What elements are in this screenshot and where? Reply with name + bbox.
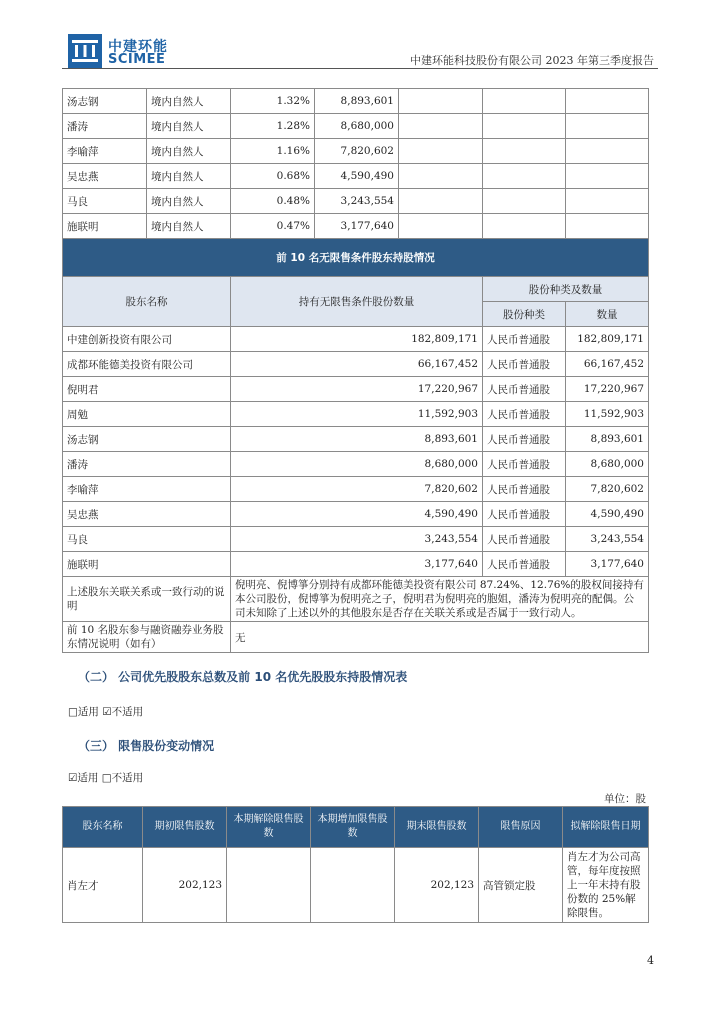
unrestricted-holder-shares: 66,167,452 [231, 352, 483, 377]
empty-cell [566, 189, 649, 214]
table-row [63, 139, 649, 164]
restricted-col-header: 限售原因 [479, 807, 563, 848]
holder-nature: 境内自然人 [147, 189, 231, 214]
table-row [63, 402, 649, 427]
share-type: 人民币普通股 [483, 402, 566, 427]
share-qty: 4,590,490 [566, 502, 649, 527]
holder-name: 吴忠燕 [63, 164, 147, 189]
unrestricted-holder-name: 潘涛 [63, 452, 231, 477]
table-row [63, 352, 649, 377]
unrestricted-holder-shares: 7,820,602 [231, 477, 483, 502]
col-header-name: 股东名称 [63, 277, 231, 327]
unrestricted-holder-shares: 182,809,171 [231, 327, 483, 352]
empty-cell [483, 189, 566, 214]
empty-cell [566, 89, 649, 114]
restricted-col-header: 期初限售股数 [143, 807, 227, 848]
unrestricted-section-title: 前 10 名无限售条件股东持股情况 [63, 239, 649, 277]
table-row [63, 114, 649, 139]
share-type: 人民币普通股 [483, 477, 566, 502]
unrestricted-holder-name: 倪明君 [63, 377, 231, 402]
empty-cell [566, 139, 649, 164]
holder-shares: 8,680,000 [315, 114, 399, 139]
unrestricted-holder-shares: 3,177,640 [231, 552, 483, 577]
share-type: 人民币普通股 [483, 377, 566, 402]
col-header-qty: 数量 [566, 302, 649, 327]
holder-name: 施联明 [63, 214, 147, 239]
table-row [63, 477, 649, 502]
unit-label: 单位：股 [604, 793, 646, 805]
holder-nature: 境内自然人 [147, 89, 231, 114]
holder-nature: 境内自然人 [147, 214, 231, 239]
share-qty: 11,592,903 [566, 402, 649, 427]
restricted-reason: 高管锁定股 [479, 848, 563, 923]
section3-title: （三） 限售股份变动情况 [78, 739, 215, 753]
report-title: 中建环能科技股份有限公司 2023 年第三季度报告 [410, 54, 654, 67]
holder-shares: 3,177,640 [315, 214, 399, 239]
share-type: 人民币普通股 [483, 427, 566, 452]
table-row [63, 377, 649, 402]
relation-label: 上述股东关联关系或一致行动的说明 [63, 577, 231, 622]
share-type: 人民币普通股 [483, 502, 566, 527]
empty-cell [566, 214, 649, 239]
holder-nature: 境内自然人 [147, 139, 231, 164]
col-header-type-group: 股份种类及数量 [483, 277, 649, 302]
empty-cell [399, 164, 483, 189]
company-logo [68, 34, 178, 68]
logo-text-en: SCIMEE [108, 52, 166, 67]
table-row [63, 452, 649, 477]
unrestricted-holder-name: 周勉 [63, 402, 231, 427]
empty-cell [399, 139, 483, 164]
holder-ratio: 0.47% [231, 214, 315, 239]
unrestricted-holder-name: 成都环能德美投资有限公司 [63, 352, 231, 377]
table-row [63, 164, 649, 189]
holder-nature: 境内自然人 [147, 164, 231, 189]
restricted-col-header: 拟解除限售日期 [563, 807, 649, 848]
section2-title: （二） 公司优先股股东总数及前 10 名优先股股东持股情况表 [78, 670, 408, 684]
holder-ratio: 1.28% [231, 114, 315, 139]
holder-name: 李喻萍 [63, 139, 147, 164]
col-header-type: 股份种类 [483, 302, 566, 327]
holder-nature: 境内自然人 [147, 114, 231, 139]
unrestricted-holder-name: 马良 [63, 527, 231, 552]
empty-cell [566, 114, 649, 139]
unrestricted-holder-shares: 11,592,903 [231, 402, 483, 427]
holder-ratio: 1.16% [231, 139, 315, 164]
empty-cell [399, 114, 483, 139]
holder-ratio: 1.32% [231, 89, 315, 114]
relation-text: 倪明亮、倪博箏分别持有成都环能德美投资有限公司 87.24%、12.76%的股权间接持有本公司股份，倪博箏为倪明亮之子，倪明君为倪明亮的胞姐，潘涛为倪明亮的配偶。公司未知除了上述以外的其他股东是否存在关联关系或是否属于一致行动人。 [231, 577, 649, 622]
empty-cell [483, 89, 566, 114]
share-qty: 182,809,171 [566, 327, 649, 352]
unrestricted-holder-shares: 8,680,000 [231, 452, 483, 477]
unrestricted-holder-name: 吴忠燕 [63, 502, 231, 527]
unrestricted-holder-shares: 3,243,554 [231, 527, 483, 552]
share-qty: 8,893,601 [566, 427, 649, 452]
unrestricted-holder-name: 汤志钢 [63, 427, 231, 452]
share-type: 人民币普通股 [483, 452, 566, 477]
share-qty: 17,220,967 [566, 377, 649, 402]
empty-cell [483, 164, 566, 189]
share-type: 人民币普通股 [483, 327, 566, 352]
holder-shares: 8,893,601 [315, 89, 399, 114]
table-row [63, 552, 649, 577]
restricted-begin: 202,123 [143, 848, 227, 923]
unrestricted-holder-shares: 17,220,967 [231, 377, 483, 402]
holder-name: 潘涛 [63, 114, 147, 139]
holder-name: 汤志钢 [63, 89, 147, 114]
logo-mark-icon [68, 34, 102, 68]
restricted-end: 202,123 [395, 848, 479, 923]
share-qty: 8,680,000 [566, 452, 649, 477]
share-qty: 7,820,602 [566, 477, 649, 502]
table-row [63, 848, 649, 923]
restricted-holder-name: 肖左才 [63, 848, 143, 923]
table-row [63, 527, 649, 552]
section2-applicability: □适用 ☑不适用 [68, 706, 144, 718]
margin-label: 前 10 名股东参与融资融券业务股东情况说明（如有） [63, 622, 231, 653]
col-header-shares: 持有无限售条件股份数量 [231, 277, 483, 327]
holder-shares: 7,820,602 [315, 139, 399, 164]
page-number: 4 [647, 954, 654, 967]
empty-cell [399, 89, 483, 114]
header-divider [62, 68, 658, 69]
table-row [63, 427, 649, 452]
table-row [63, 502, 649, 527]
holder-ratio: 0.48% [231, 189, 315, 214]
empty-cell [483, 114, 566, 139]
restricted-col-header: 本期增加限售股数 [311, 807, 395, 848]
unrestricted-holder-name: 李喻萍 [63, 477, 231, 502]
restricted-added [311, 848, 395, 923]
share-qty: 66,167,452 [566, 352, 649, 377]
margin-text: 无 [231, 622, 649, 653]
table-row [63, 189, 649, 214]
shareholders-table [62, 88, 649, 653]
restricted-col-header: 期末限售股数 [395, 807, 479, 848]
holder-ratio: 0.68% [231, 164, 315, 189]
share-type: 人民币普通股 [483, 352, 566, 377]
holder-shares: 3,243,554 [315, 189, 399, 214]
section3-applicability: ☑适用 □不适用 [68, 772, 144, 784]
restricted-release-date: 肖左才为公司高管，每年度按照上一年末持有股份数的 25%解除限售。 [563, 848, 649, 923]
holder-shares: 4,590,490 [315, 164, 399, 189]
unrestricted-holder-shares: 8,893,601 [231, 427, 483, 452]
empty-cell [483, 214, 566, 239]
unrestricted-holder-name: 施联明 [63, 552, 231, 577]
holder-name: 马良 [63, 189, 147, 214]
logo-text-zh: 中建环能 [108, 39, 168, 55]
table-row [63, 327, 649, 352]
share-qty: 3,177,640 [566, 552, 649, 577]
empty-cell [566, 164, 649, 189]
empty-cell [399, 189, 483, 214]
restricted-col-header: 股东名称 [63, 807, 143, 848]
unrestricted-holder-name: 中建创新投资有限公司 [63, 327, 231, 352]
table-row [63, 214, 649, 239]
share-qty: 3,243,554 [566, 527, 649, 552]
restricted-shares-table [62, 806, 649, 923]
share-type: 人民币普通股 [483, 552, 566, 577]
empty-cell [483, 139, 566, 164]
empty-cell [399, 214, 483, 239]
share-type: 人民币普通股 [483, 527, 566, 552]
restricted-released [227, 848, 311, 923]
table-row [63, 89, 649, 114]
unrestricted-holder-shares: 4,590,490 [231, 502, 483, 527]
restricted-col-header: 本期解除限售股数 [227, 807, 311, 848]
